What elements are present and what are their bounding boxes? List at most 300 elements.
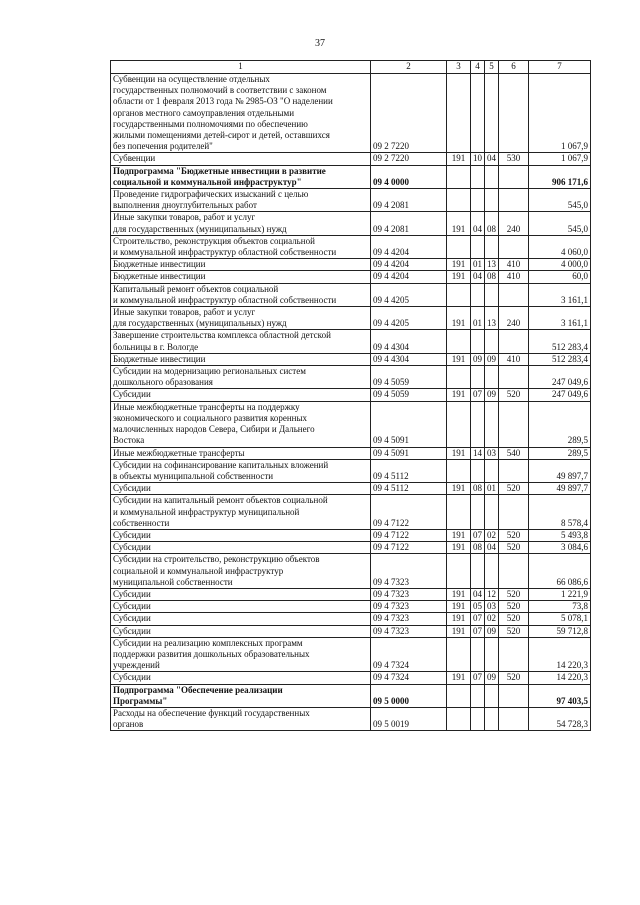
row-col6-cell: 520 — [499, 672, 529, 684]
row-col6-cell: 540 — [499, 447, 529, 459]
row-col4-cell — [471, 165, 485, 188]
table-row — [111, 330, 591, 353]
row-col3-cell: 191 — [447, 625, 471, 637]
row-col3-cell: 191 — [447, 447, 471, 459]
row-code-cell: 09 4 2081 — [371, 189, 447, 212]
row-name-line: собственности — [113, 517, 170, 528]
table-row — [111, 165, 591, 188]
row-name-line: муниципальной собственности — [113, 576, 233, 587]
row-name-cell — [111, 353, 371, 365]
row-col6-cell — [499, 283, 529, 306]
row-code-cell: 09 4 7324 — [371, 672, 447, 684]
row-col3-cell: 191 — [447, 389, 471, 401]
row-code-cell: 09 4 7323 — [371, 588, 447, 600]
row-col6-cell — [499, 707, 529, 730]
row-code-cell: 09 4 5112 — [371, 459, 447, 482]
row-col5-cell: 13 — [485, 307, 499, 330]
row-name-cell — [111, 459, 371, 482]
table-row — [111, 554, 591, 589]
row-name-cell — [111, 330, 371, 353]
row-col5-cell: 04 — [485, 153, 499, 165]
row-col4-cell: 04 — [471, 212, 485, 235]
row-sum-cell: 14 220,3 — [529, 672, 591, 684]
row-name-cell — [111, 235, 371, 258]
row-name-line: Завершение строительства комплекса областной детской — [113, 330, 331, 341]
row-col6-cell: 520 — [499, 601, 529, 613]
row-col3-cell: 191 — [447, 672, 471, 684]
row-name-cell — [111, 554, 371, 589]
row-col4-cell: 05 — [471, 601, 485, 613]
row-col4-cell — [471, 684, 485, 707]
row-name-line: Бюджетные инвестиции — [113, 259, 206, 270]
row-name-line: Бюджетные инвестиции — [113, 353, 206, 364]
table-row — [111, 459, 591, 482]
row-code-cell: 09 5 0019 — [371, 707, 447, 730]
row-sum-cell: 97 403,5 — [529, 684, 591, 707]
row-sum-cell: 49 897,7 — [529, 483, 591, 495]
row-col6-cell: 240 — [499, 307, 529, 330]
row-name-line: Строительство, реконструкция объектов социальной — [113, 235, 315, 246]
row-sum-cell: 59 712,8 — [529, 625, 591, 637]
row-sum-cell: 66 086,6 — [529, 554, 591, 589]
row-name-line: области от 1 февраля 2013 года № 2985-ОЗ "О наделении — [113, 96, 333, 107]
row-name-line: Подпрограмма "Бюджетные инвестиции в развитие — [113, 165, 326, 176]
table-row — [111, 235, 591, 258]
row-code-cell: 09 4 4304 — [371, 353, 447, 365]
table-row — [111, 212, 591, 235]
row-code-cell: 09 4 7323 — [371, 625, 447, 637]
row-name-line: для государственных (муниципальных) нужд — [113, 223, 287, 234]
header-col-5: 5 — [485, 61, 499, 74]
row-sum-cell: 8 578,4 — [529, 495, 591, 530]
row-name-line: больницы в г. Вологде — [113, 341, 199, 352]
row-col6-cell — [499, 684, 529, 707]
row-code-cell: 09 4 0000 — [371, 165, 447, 188]
row-col5-cell: 08 — [485, 212, 499, 235]
row-col4-cell — [471, 401, 485, 447]
row-name-line: Иные закупки товаров, работ и услуг — [113, 307, 256, 318]
row-name-line: Бюджетные инвестиции — [113, 271, 206, 282]
row-col4-cell: 01 — [471, 259, 485, 271]
row-name-line: Иные межбюджетные трансферты на поддержку — [113, 401, 300, 412]
row-name-cell — [111, 529, 371, 541]
row-col6-cell: 520 — [499, 542, 529, 554]
row-col5-cell: 04 — [485, 542, 499, 554]
table-row — [111, 153, 591, 165]
row-col6-cell: 410 — [499, 353, 529, 365]
row-name-line: Проведение гидрографических изысканий с целью — [113, 189, 309, 200]
row-col6-cell: 520 — [499, 389, 529, 401]
row-code-cell: 09 5 0000 — [371, 684, 447, 707]
row-col6-cell — [499, 330, 529, 353]
row-code-cell: 09 4 4205 — [371, 283, 447, 306]
row-col6-cell: 410 — [499, 271, 529, 283]
row-col3-cell: 191 — [447, 271, 471, 283]
row-col3-cell — [447, 554, 471, 589]
row-col6-cell: 240 — [499, 212, 529, 235]
row-name-line: Субсидии — [113, 672, 151, 683]
row-col6-cell — [499, 554, 529, 589]
row-code-cell: 09 4 2081 — [371, 212, 447, 235]
row-name-cell — [111, 153, 371, 165]
row-code-cell: 09 4 5091 — [371, 401, 447, 447]
row-col4-cell: 14 — [471, 447, 485, 459]
header-col-2: 2 — [371, 61, 447, 74]
table-row — [111, 495, 591, 530]
row-name-line: Субсидии — [113, 625, 151, 636]
row-col3-cell: 191 — [447, 613, 471, 625]
row-name-line: для государственных (муниципальных) нужд — [113, 318, 287, 329]
budget-table-body — [111, 61, 591, 731]
row-col5-cell — [485, 74, 499, 153]
row-col5-cell: 09 — [485, 353, 499, 365]
row-col3-cell: 191 — [447, 353, 471, 365]
table-row — [111, 307, 591, 330]
row-sum-cell: 5 493,8 — [529, 529, 591, 541]
row-sum-cell: 4 060,0 — [529, 235, 591, 258]
row-name-cell — [111, 366, 371, 389]
row-name-line: Субсидии — [113, 389, 151, 400]
row-code-cell: 09 4 7323 — [371, 613, 447, 625]
row-name-cell — [111, 447, 371, 459]
row-col5-cell: 02 — [485, 613, 499, 625]
row-col4-cell — [471, 554, 485, 589]
row-sum-cell: 545,0 — [529, 212, 591, 235]
row-name-line: дошкольного образования — [113, 377, 213, 388]
row-name-line: органов местного самоуправления отдельными — [113, 107, 295, 118]
row-code-cell: 09 4 5091 — [371, 447, 447, 459]
table-row — [111, 601, 591, 613]
table-row — [111, 672, 591, 684]
row-col6-cell — [499, 495, 529, 530]
row-col4-cell — [471, 366, 485, 389]
row-code-cell: 09 4 7122 — [371, 542, 447, 554]
table-row — [111, 366, 591, 389]
row-name-line: Иные межбюджетные трансферты — [113, 447, 245, 458]
row-name-line: выполнения дноуглубительных работ — [113, 200, 257, 211]
row-col3-cell — [447, 684, 471, 707]
row-name-cell — [111, 613, 371, 625]
row-name-cell — [111, 189, 371, 212]
row-name-line: Расходы на обеспечение функций государственных — [113, 707, 310, 718]
row-sum-cell: 49 897,7 — [529, 459, 591, 482]
row-col3-cell — [447, 459, 471, 482]
row-col3-cell: 191 — [447, 601, 471, 613]
row-col4-cell: 07 — [471, 613, 485, 625]
row-name-line: без попечения родителей" — [113, 141, 213, 152]
row-code-cell: 09 4 5112 — [371, 483, 447, 495]
row-col3-cell — [447, 707, 471, 730]
table-row — [111, 588, 591, 600]
row-name-cell — [111, 495, 371, 530]
row-name-line: государственных полномочий в соответствии с законом — [113, 85, 327, 96]
row-sum-cell: 14 220,3 — [529, 637, 591, 672]
row-col4-cell: 04 — [471, 271, 485, 283]
row-col3-cell — [447, 283, 471, 306]
row-col5-cell: 12 — [485, 588, 499, 600]
row-col5-cell — [485, 707, 499, 730]
row-code-cell: 09 4 7323 — [371, 601, 447, 613]
row-sum-cell: 1 067,9 — [529, 74, 591, 153]
row-name-line: и коммунальной инфраструктур областной собственности — [113, 247, 337, 258]
header-col-4: 4 — [471, 61, 485, 74]
row-sum-cell: 3 084,6 — [529, 542, 591, 554]
row-col4-cell: 07 — [471, 529, 485, 541]
row-col3-cell — [447, 366, 471, 389]
row-col5-cell — [485, 235, 499, 258]
row-name-cell — [111, 389, 371, 401]
row-col3-cell: 191 — [447, 307, 471, 330]
row-name-cell — [111, 637, 371, 672]
row-col5-cell — [485, 283, 499, 306]
row-col4-cell — [471, 189, 485, 212]
row-sum-cell: 289,5 — [529, 401, 591, 447]
row-sum-cell: 1 221,9 — [529, 588, 591, 600]
row-code-cell: 09 4 5059 — [371, 366, 447, 389]
page-number: 37 — [315, 38, 325, 49]
row-name-line: Программы" — [113, 695, 168, 706]
row-col3-cell: 191 — [447, 259, 471, 271]
row-code-cell: 09 2 7220 — [371, 74, 447, 153]
row-name-line: Субсидии — [113, 483, 151, 494]
row-name-line: в объекты муниципальной собственности — [113, 470, 274, 481]
row-col5-cell — [485, 401, 499, 447]
row-sum-cell: 512 283,4 — [529, 353, 591, 365]
row-sum-cell: 60,0 — [529, 271, 591, 283]
row-name-line: жилыми помещениями детей-сирот и детей, оставшихся — [113, 130, 330, 141]
table-row — [111, 259, 591, 271]
row-col5-cell: 09 — [485, 625, 499, 637]
row-code-cell: 09 4 7323 — [371, 554, 447, 589]
row-code-cell: 09 4 4204 — [371, 259, 447, 271]
row-sum-cell: 3 161,1 — [529, 307, 591, 330]
row-name-cell — [111, 212, 371, 235]
row-col6-cell — [499, 189, 529, 212]
header-col-3: 3 — [447, 61, 471, 74]
row-name-line: государственными полномочиями по обеспечению — [113, 118, 308, 129]
row-sum-cell: 247 049,6 — [529, 389, 591, 401]
table-row — [111, 189, 591, 212]
table-row — [111, 389, 591, 401]
row-col6-cell — [499, 459, 529, 482]
table-row — [111, 625, 591, 637]
row-name-cell — [111, 625, 371, 637]
row-name-cell — [111, 672, 371, 684]
row-col5-cell: 09 — [485, 672, 499, 684]
row-col5-cell — [485, 330, 499, 353]
row-name-line: Субсидии на капитальный ремонт объектов социальной — [113, 495, 328, 506]
row-col4-cell — [471, 637, 485, 672]
table-row — [111, 684, 591, 707]
row-name-line: органов — [113, 719, 144, 730]
table-row — [111, 74, 591, 153]
row-sum-cell: 906 171,6 — [529, 165, 591, 188]
row-name-line: Востока — [113, 435, 145, 446]
row-sum-cell: 1 067,9 — [529, 153, 591, 165]
row-name-line: Субсидии на софинансирование капитальных вложений — [113, 459, 329, 470]
row-col4-cell — [471, 459, 485, 482]
row-name-line: Субсидии — [113, 601, 151, 612]
row-name-line: Субсидии — [113, 542, 151, 553]
row-col5-cell — [485, 554, 499, 589]
row-col6-cell — [499, 235, 529, 258]
table-row — [111, 447, 591, 459]
row-name-cell — [111, 283, 371, 306]
row-code-cell: 09 4 7122 — [371, 529, 447, 541]
row-col5-cell — [485, 495, 499, 530]
table-row — [111, 483, 591, 495]
row-col6-cell — [499, 366, 529, 389]
row-name-line: Подпрограмма "Обеспечение реализации — [113, 684, 283, 695]
table-row — [111, 707, 591, 730]
table-header-row — [111, 61, 591, 74]
row-name-line: Иные закупки товаров, работ и услуг — [113, 212, 256, 223]
row-col3-cell — [447, 495, 471, 530]
row-name-line: Субсидии — [113, 588, 151, 599]
row-name-cell — [111, 684, 371, 707]
row-col3-cell — [447, 189, 471, 212]
row-col3-cell — [447, 637, 471, 672]
row-name-line: малочисленных народов Севера, Сибири и Дальнего — [113, 424, 315, 435]
row-col6-cell: 520 — [499, 588, 529, 600]
table-row — [111, 353, 591, 365]
row-col5-cell — [485, 366, 499, 389]
row-code-cell: 09 4 4204 — [371, 271, 447, 283]
table-row — [111, 529, 591, 541]
row-col5-cell: 13 — [485, 259, 499, 271]
table-row — [111, 271, 591, 283]
row-name-cell — [111, 271, 371, 283]
row-col3-cell — [447, 235, 471, 258]
row-name-line: социальной и коммунальной инфраструктур — [113, 565, 284, 576]
row-name-line: экономического и социального развития коренных — [113, 412, 308, 423]
row-name-line: Субсидии — [113, 529, 151, 540]
row-name-line: поддержки развития дошкольных образовательных — [113, 648, 310, 659]
header-col-6: 6 — [499, 61, 529, 74]
row-sum-cell: 512 283,4 — [529, 330, 591, 353]
row-name-line: Субсидии на модернизацию региональных систем — [113, 366, 306, 377]
row-col3-cell: 191 — [447, 588, 471, 600]
table-row — [111, 613, 591, 625]
row-col4-cell: 07 — [471, 672, 485, 684]
row-col4-cell: 09 — [471, 353, 485, 365]
row-col6-cell: 530 — [499, 153, 529, 165]
row-code-cell: 09 4 4304 — [371, 330, 447, 353]
row-col6-cell — [499, 74, 529, 153]
row-col4-cell: 08 — [471, 542, 485, 554]
row-name-line: и коммунальной инфраструктур муниципальной — [113, 506, 300, 517]
row-col4-cell — [471, 707, 485, 730]
row-code-cell: 09 4 4204 — [371, 235, 447, 258]
row-col5-cell — [485, 684, 499, 707]
row-col5-cell — [485, 189, 499, 212]
row-col3-cell: 191 — [447, 542, 471, 554]
row-col4-cell: 07 — [471, 625, 485, 637]
row-name-line: Субвенции на осуществление отдельных — [113, 74, 270, 84]
row-name-line: Субсидии на строительство, реконструкцию объектов — [113, 554, 320, 565]
row-name-cell — [111, 165, 371, 188]
row-sum-cell: 289,5 — [529, 447, 591, 459]
header-col-7: 7 — [529, 61, 591, 74]
row-col4-cell — [471, 74, 485, 153]
row-sum-cell: 4 000,0 — [529, 259, 591, 271]
row-col6-cell: 520 — [499, 529, 529, 541]
row-code-cell: 09 4 7122 — [371, 495, 447, 530]
row-col5-cell — [485, 637, 499, 672]
row-col3-cell — [447, 74, 471, 153]
row-col4-cell: 04 — [471, 588, 485, 600]
row-col3-cell: 191 — [447, 483, 471, 495]
row-name-line: Субсидии на реализацию комплексных программ — [113, 637, 303, 648]
row-col6-cell — [499, 165, 529, 188]
row-col3-cell: 191 — [447, 529, 471, 541]
row-name-cell — [111, 588, 371, 600]
row-name-cell — [111, 483, 371, 495]
row-col4-cell — [471, 495, 485, 530]
row-sum-cell: 545,0 — [529, 189, 591, 212]
row-col5-cell — [485, 165, 499, 188]
row-col4-cell: 08 — [471, 483, 485, 495]
row-col5-cell — [485, 459, 499, 482]
row-sum-cell: 5 078,1 — [529, 613, 591, 625]
row-code-cell: 09 2 7220 — [371, 153, 447, 165]
row-col3-cell: 191 — [447, 212, 471, 235]
row-name-line: и коммунальной инфраструктур областной собственности — [113, 294, 337, 305]
table-row — [111, 542, 591, 554]
row-col4-cell — [471, 330, 485, 353]
row-col6-cell — [499, 637, 529, 672]
row-name-cell — [111, 542, 371, 554]
row-sum-cell: 73,8 — [529, 601, 591, 613]
row-col5-cell: 02 — [485, 529, 499, 541]
budget-table — [110, 60, 591, 731]
row-name-cell — [111, 74, 371, 153]
row-col6-cell: 520 — [499, 483, 529, 495]
row-sum-cell: 54 728,3 — [529, 707, 591, 730]
row-col3-cell: 191 — [447, 153, 471, 165]
row-name-line: учреждений — [113, 660, 160, 671]
row-col6-cell — [499, 401, 529, 447]
row-col5-cell: 03 — [485, 601, 499, 613]
row-sum-cell: 247 049,6 — [529, 366, 591, 389]
row-col5-cell: 01 — [485, 483, 499, 495]
row-col3-cell — [447, 401, 471, 447]
row-col4-cell — [471, 283, 485, 306]
row-name-line: Субсидии — [113, 613, 151, 624]
row-name-cell — [111, 259, 371, 271]
table-row — [111, 401, 591, 447]
row-name-line: социальной и коммунальной инфраструктур" — [113, 176, 302, 187]
row-col4-cell — [471, 235, 485, 258]
row-col6-cell: 410 — [499, 259, 529, 271]
row-col4-cell: 10 — [471, 153, 485, 165]
row-col3-cell — [447, 330, 471, 353]
row-col4-cell: 01 — [471, 307, 485, 330]
row-code-cell: 09 4 4205 — [371, 307, 447, 330]
row-name-cell — [111, 707, 371, 730]
row-col5-cell: 03 — [485, 447, 499, 459]
row-col5-cell: 08 — [485, 271, 499, 283]
row-sum-cell: 3 161,1 — [529, 283, 591, 306]
row-name-cell — [111, 601, 371, 613]
row-name-line: Капитальный ремонт объектов социальной — [113, 283, 279, 294]
row-name-cell — [111, 307, 371, 330]
row-col4-cell: 07 — [471, 389, 485, 401]
header-col-1: 1 — [111, 61, 371, 74]
row-code-cell: 09 4 5059 — [371, 389, 447, 401]
row-col6-cell: 520 — [499, 613, 529, 625]
row-col6-cell: 520 — [499, 625, 529, 637]
